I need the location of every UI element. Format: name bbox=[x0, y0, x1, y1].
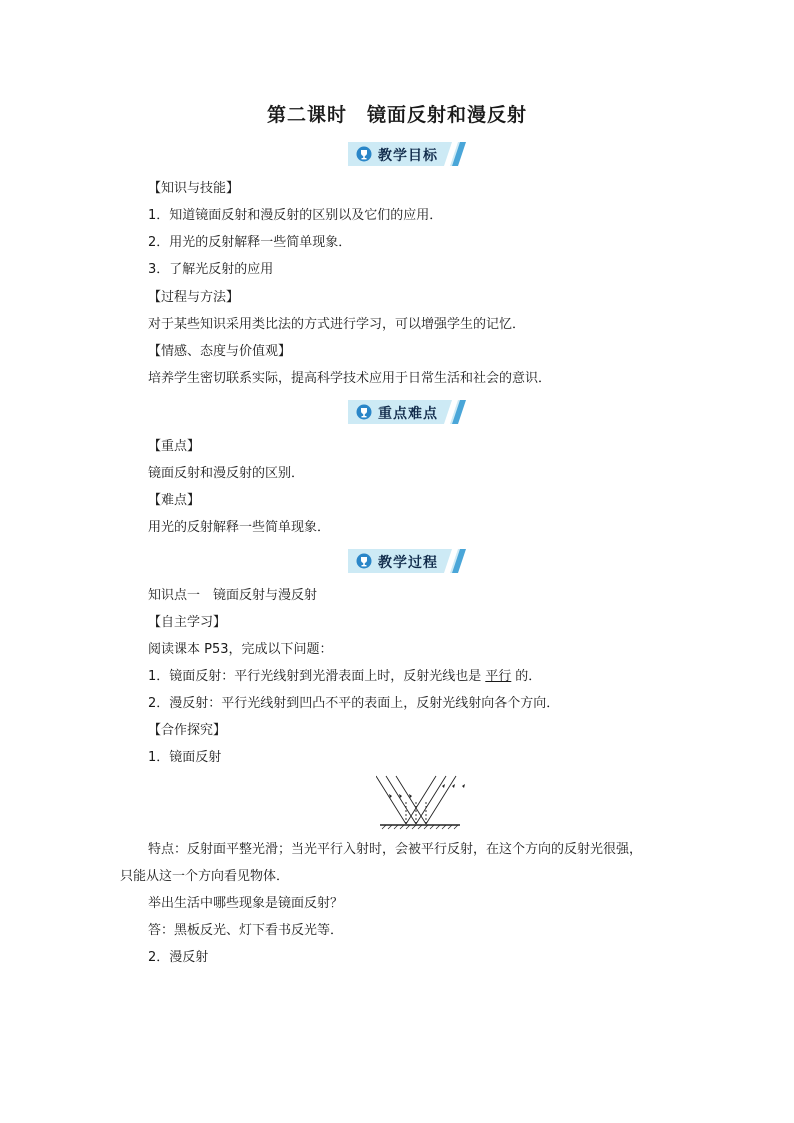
cooperative-inquiry-header: 【合作探究】 bbox=[148, 723, 227, 738]
process-methods-header: 【过程与方法】 bbox=[148, 290, 240, 305]
banner-label: 重点难点 bbox=[378, 406, 438, 422]
knowledge-item-3: 3．了解光反射的应用 bbox=[148, 262, 274, 277]
specular-reflection-diagram bbox=[376, 774, 466, 834]
reading-instruction: 阅读课本 P53，完成以下问题： bbox=[148, 642, 333, 657]
key-points-header: 【重点】 bbox=[148, 439, 201, 454]
knowledge-item-2: 2．用光的反射解释一些简单现象． bbox=[148, 235, 352, 250]
difficulties-header: 【难点】 bbox=[148, 493, 201, 508]
answer-specular-examples: 答：黑板反光、灯下看书反光等． bbox=[148, 923, 344, 938]
question-specular-examples: 举出生活中哪些现象是镜面反射？ bbox=[148, 896, 344, 911]
item-specular-reflection: 1．镜面反射 bbox=[148, 750, 222, 765]
banner-label: 教学目标 bbox=[378, 148, 438, 164]
item-diffuse-reflection: 2．漫反射 bbox=[148, 950, 209, 965]
trophy-icon bbox=[356, 553, 372, 569]
question-1-answer-blank: 平行 bbox=[485, 669, 512, 684]
key-points-text: 镜面反射和漫反射的区别． bbox=[148, 466, 305, 481]
process-methods-text: 对于某些知识采用类比法的方式进行学习，可以增强学生的记忆． bbox=[148, 317, 526, 332]
question-2: 2．漫反射：平行光线射到凹凸不平的表面上，反射光线射向各个方向． bbox=[148, 696, 560, 711]
section-banner-key-difficulties bbox=[348, 400, 468, 424]
question-1-prefix: 1．镜面反射：平行光线射到光滑表面上时，反射光线也是 bbox=[148, 669, 482, 684]
section-banner-teaching-goals bbox=[348, 142, 468, 166]
difficulties-text: 用光的反射解释一些简单现象． bbox=[148, 520, 331, 535]
question-1-suffix: 的． bbox=[515, 669, 542, 684]
knowledge-point-heading: 知识点一 镜面反射与漫反射 bbox=[148, 588, 318, 603]
self-study-header: 【自主学习】 bbox=[148, 615, 227, 630]
trophy-icon bbox=[356, 146, 372, 162]
knowledge-skills-header: 【知识与技能】 bbox=[148, 181, 240, 196]
features-line-2: 只能从这一个方向看见物体． bbox=[120, 869, 290, 884]
page-title: 第二课时 镜面反射和漫反射 bbox=[266, 104, 527, 126]
banner-label: 教学过程 bbox=[378, 555, 438, 571]
knowledge-item-1: 1．知道镜面反射和漫反射的区别以及它们的应用． bbox=[148, 208, 443, 223]
attitude-values-text: 培养学生密切联系实际，提高科学技术应用于日常生活和社会的意识． bbox=[148, 371, 552, 386]
trophy-icon bbox=[356, 404, 372, 420]
section-banner-teaching-process bbox=[348, 549, 468, 573]
attitude-values-header: 【情感、态度与价值观】 bbox=[148, 344, 292, 359]
features-line-1: 特点：反射面平整光滑；当光平行入射时，会被平行反射，在这个方向的反射光很强， bbox=[148, 842, 643, 857]
question-1 bbox=[148, 668, 541, 686]
